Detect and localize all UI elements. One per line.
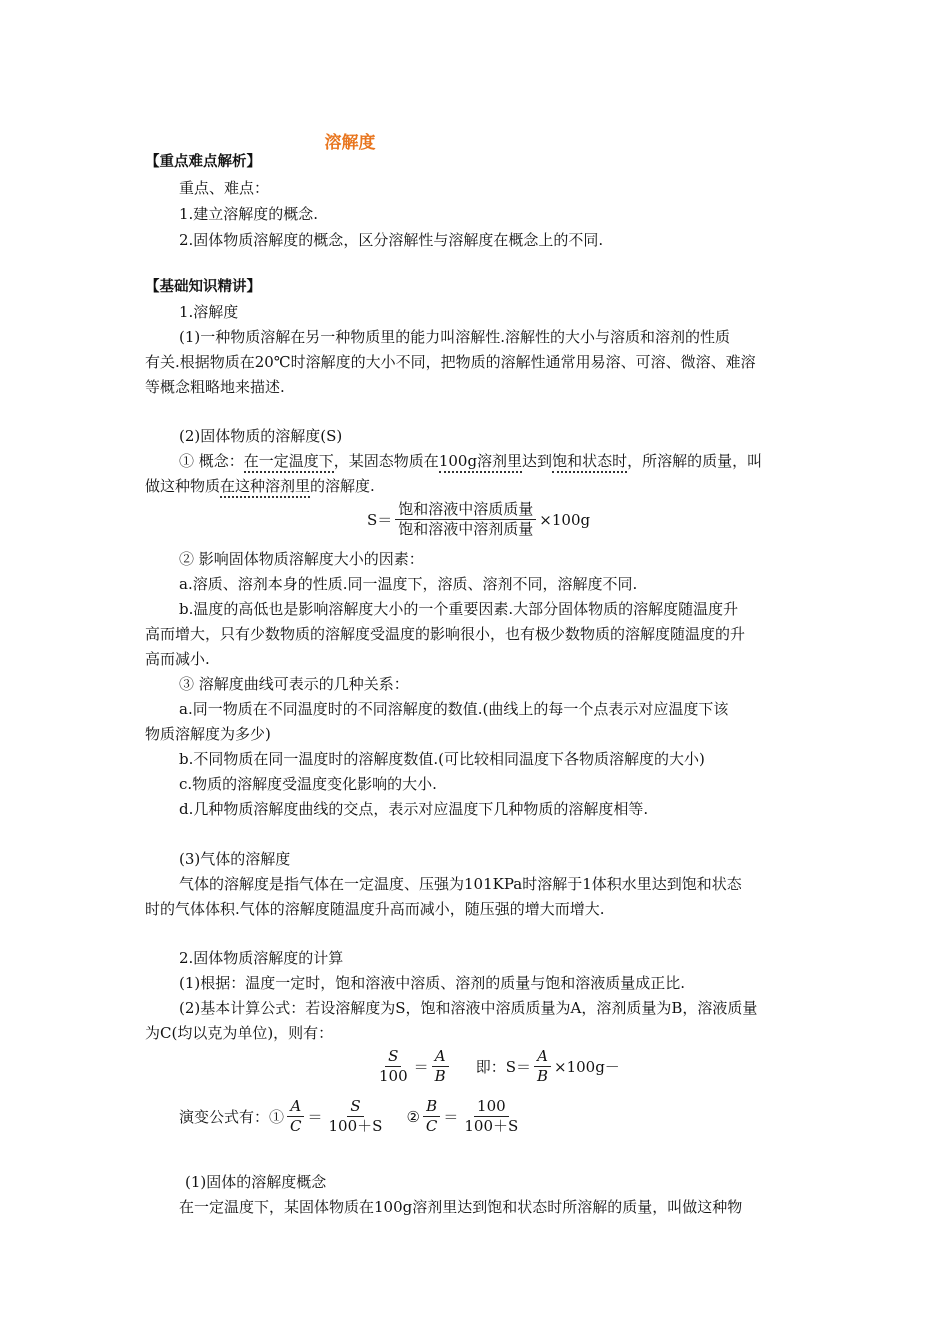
denominator: B — [434, 1067, 446, 1085]
formula-solubility — [367, 500, 590, 539]
concept-line — [145, 476, 375, 496]
text-line: (1)一种物质溶解在另一种物质里的能力叫溶解性.溶解性的大小与溶质和溶剂的性质 — [179, 328, 731, 346]
text-line: (1)固体的溶解度概念 — [185, 1173, 327, 1191]
concept-text: ，某固态物质在 — [333, 452, 439, 470]
text-line: c.物质的溶解度受温度变化影响的大小. — [179, 775, 437, 793]
formula-rhs: ×100g－ — [554, 1058, 620, 1076]
text-line: (1)根据：温度一定时，饱和溶液中溶质、溶剂的质量与饱和溶液质量成正比. — [179, 974, 686, 992]
numerator: 饱和溶液中溶质质量 — [395, 500, 536, 520]
emphasis-text: 在这种溶剂里 — [220, 477, 310, 498]
concept-text: 的溶解度. — [310, 477, 375, 495]
fraction — [423, 1097, 440, 1136]
numerator: B — [423, 1097, 440, 1117]
text-line: b.温度的高低也是影响溶解度大小的一个重要因素.大部分固体物质的溶解度随温度升 — [179, 600, 739, 618]
text-line: 重点、难点： — [179, 179, 270, 197]
denominator: 100＋S — [328, 1117, 383, 1135]
numerator: A — [287, 1097, 304, 1117]
section-heading-key-points: 【重点难点解析】 — [145, 154, 261, 170]
text-line: b.不同物质在同一温度时的溶解度数值.(可比较相同温度下各物质溶解度的大小) — [179, 750, 705, 768]
page-title: 溶解度 — [324, 133, 376, 153]
text-line: ③ 溶解度曲线可表示的几种关系： — [179, 675, 409, 693]
fraction — [534, 1047, 551, 1086]
text-line: (3)气体的溶解度 — [179, 850, 291, 868]
numerator: A — [432, 1047, 449, 1067]
emphasis-text: 饱和状态时 — [552, 452, 627, 473]
emphasis-text: 在一定温度下 — [244, 452, 334, 473]
numerator: A — [534, 1047, 551, 1067]
text-line: a.同一物质在不同温度时的不同溶解度的数值.(曲线上的每一个点表示对应温度下该 — [179, 700, 729, 718]
concept-prefix: ① 概念： — [179, 452, 244, 470]
denominator: C — [290, 1117, 302, 1135]
text-line: 为C(均以克为单位)，则有： — [145, 1024, 334, 1042]
emphasis-text: 100g溶剂里 — [439, 452, 522, 473]
text-line: 有关.根据物质在20℃时溶解度的大小不同，把物质的溶解性通常用易溶、可溶、微溶、难溶 — [145, 353, 756, 371]
fraction — [376, 1047, 411, 1086]
equals-sign: ＝ — [307, 1108, 323, 1126]
text-line: (2)基本计算公式：若设溶解度为S，饱和溶液中溶质质量为A，溶剂质量为B，溶液质量 — [179, 999, 758, 1017]
equals-sign: ＝ — [443, 1108, 459, 1126]
denominator: B — [536, 1067, 548, 1085]
text-line: 气体的溶解度是指气体在一定温度、压强为101KPa时溶解于1体积水里达到饱和状态 — [179, 875, 742, 893]
text-line: (2)固体物质的溶解度(S) — [179, 427, 343, 445]
concept-text: ，所溶解的质量，叫 — [627, 452, 763, 470]
formula-ratio — [373, 1047, 620, 1086]
formula-derived — [179, 1097, 524, 1136]
text-line: 等概念粗略地来描述. — [145, 378, 285, 396]
text-line: 1.建立溶解度的概念. — [179, 205, 319, 223]
formula-rhs: ×100g — [539, 510, 591, 529]
text-line: a.溶质、溶剂本身的性质.同一温度下，溶质、溶剂不同，溶解度不同. — [179, 575, 638, 593]
text-line: 物质溶解度为多少) — [145, 725, 271, 743]
formula-text: 即：S＝ — [475, 1058, 531, 1076]
fraction — [432, 1047, 449, 1086]
text-line: 2.固体物质溶解度的计算 — [179, 949, 344, 967]
fraction — [395, 500, 536, 539]
fraction — [287, 1097, 304, 1136]
denominator: 100＋S — [464, 1117, 519, 1135]
formula-label: ② — [406, 1107, 420, 1126]
denominator: 100 — [379, 1067, 408, 1085]
numerator: S — [385, 1047, 401, 1067]
text-line: 高而增大，只有少数物质的溶解度受温度的影响很小，也有极少数物质的溶解度随温度的升 — [145, 625, 746, 643]
fraction — [461, 1097, 521, 1136]
denominator: 饱和溶液中溶剂质量 — [398, 520, 534, 538]
text-line: 1.溶解度 — [179, 303, 239, 321]
text-line: 高而减小. — [145, 650, 210, 668]
concept-line — [179, 451, 762, 471]
formula-label: 演变公式有：① — [179, 1108, 285, 1126]
text-line: d.几种物质溶解度曲线的交点，表示对应温度下几种物质的溶解度相等. — [179, 800, 649, 818]
fraction — [326, 1097, 386, 1136]
text-line: 在一定温度下，某固体物质在100g溶剂里达到饱和状态时所溶解的质量，叫做这种物 — [179, 1198, 743, 1216]
text-line: 2.固体物质溶解度的概念，区分溶解性与溶解度在概念上的不同. — [179, 231, 604, 249]
text-line: ② 影响固体物质溶解度大小的因素： — [179, 550, 424, 568]
concept-text: 做这种物质 — [145, 477, 221, 495]
equals-sign: ＝ — [413, 1058, 429, 1076]
section-heading-basics: 【基础知识精讲】 — [145, 279, 261, 295]
numerator: S — [347, 1097, 363, 1117]
text-line: 时的气体体积.气体的溶解度随温度升高而减小，随压强的增大而增大. — [145, 900, 605, 918]
formula-lhs: S＝ — [367, 511, 393, 529]
concept-text: 达到 — [522, 452, 553, 470]
denominator: C — [425, 1117, 438, 1135]
numerator: 100 — [474, 1097, 509, 1117]
